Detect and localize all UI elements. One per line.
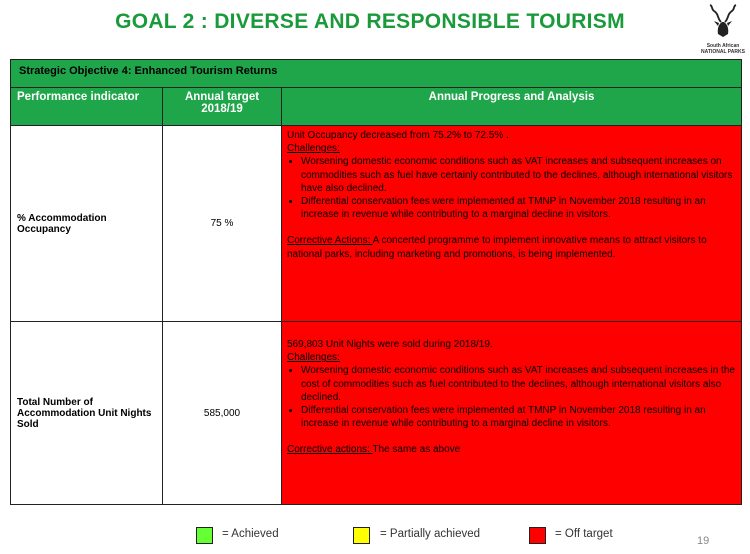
indicator-cell: % Accommodation Occupancy xyxy=(11,126,163,322)
table-row xyxy=(11,322,742,505)
challenges-list xyxy=(287,155,736,221)
legend-label-achieved: = Achieved xyxy=(222,528,279,540)
column-header-target: Annual target 2018/19 xyxy=(163,88,282,126)
list-item: • Differential conservation fees were implemented at TMNP in November 2018 resulting in an increase in revenue while contributing to a marginal decline in visitors. xyxy=(301,404,736,430)
corrective-actions xyxy=(287,234,736,260)
logo-line-1: South African xyxy=(706,43,740,49)
logo-line-2: NATIONAL PARKS xyxy=(701,49,745,55)
sanparks-logo xyxy=(700,4,746,55)
column-header-progress: Annual Progress and Analysis xyxy=(282,88,742,126)
progress-summary: 569,803 Unit Nights were sold during 2018/19. xyxy=(287,339,493,350)
progress-summary: Unit Occupancy decreased from 75.2% to 72.5% . xyxy=(287,130,509,141)
list-item: • Worsening domestic economic conditions such as VAT increases and subsequent increases in the cost of commodities such as fuel contributed to the declines, although international visitors also declined. xyxy=(301,364,736,404)
progress-cell xyxy=(282,126,742,322)
target-cell: 585,000 xyxy=(163,322,282,505)
corrective-text: A concerted programme to implement innovative means to attract visitors to national parks, including marketing and promotions, is being implemented. xyxy=(287,235,707,260)
legend-label-partial: = Partially achieved xyxy=(380,528,481,540)
legend-swatch-achieved xyxy=(196,527,213,544)
performance-table xyxy=(10,59,742,505)
list-item: • Worsening domestic economic conditions such as VAT increases and subsequent increases on commodities such as fuel have certainly contributed to the declines, although international visitors have also declined. xyxy=(301,155,736,195)
challenges-label: Challenges: xyxy=(287,143,340,155)
legend-swatch-off-target xyxy=(529,527,546,544)
table-row xyxy=(11,126,742,322)
challenges-list xyxy=(287,364,736,430)
legend-swatch-partial xyxy=(353,527,370,544)
corrective-label: Corrective actions: xyxy=(287,444,373,456)
corrective-label: Corrective Actions: xyxy=(287,235,373,247)
target-cell: 75 % xyxy=(163,126,282,322)
page-number: 19 xyxy=(697,535,710,547)
corrective-actions xyxy=(287,443,736,456)
slide-title: GOAL 2 : DIVERSE AND RESPONSIBLE TOURISM xyxy=(115,10,625,33)
legend-label-off-target: = Off target xyxy=(555,528,613,540)
strategic-objective-header: Strategic Objective 4: Enhanced Tourism Returns xyxy=(11,60,742,88)
column-header-indicator: Performance indicator xyxy=(11,88,163,126)
progress-cell xyxy=(282,322,742,505)
indicator-cell: Total Number of Accommodation Unit Nights Sold xyxy=(11,322,163,505)
kudu-head-icon xyxy=(705,4,741,38)
corrective-text: The same as above xyxy=(372,444,461,456)
challenges-label: Challenges: xyxy=(287,352,340,364)
list-item: • Differential conservation fees were implemented at TMNP in November 2018 resulting in an increase in revenue while contributing to a marginal decline in visitors. xyxy=(301,195,736,221)
